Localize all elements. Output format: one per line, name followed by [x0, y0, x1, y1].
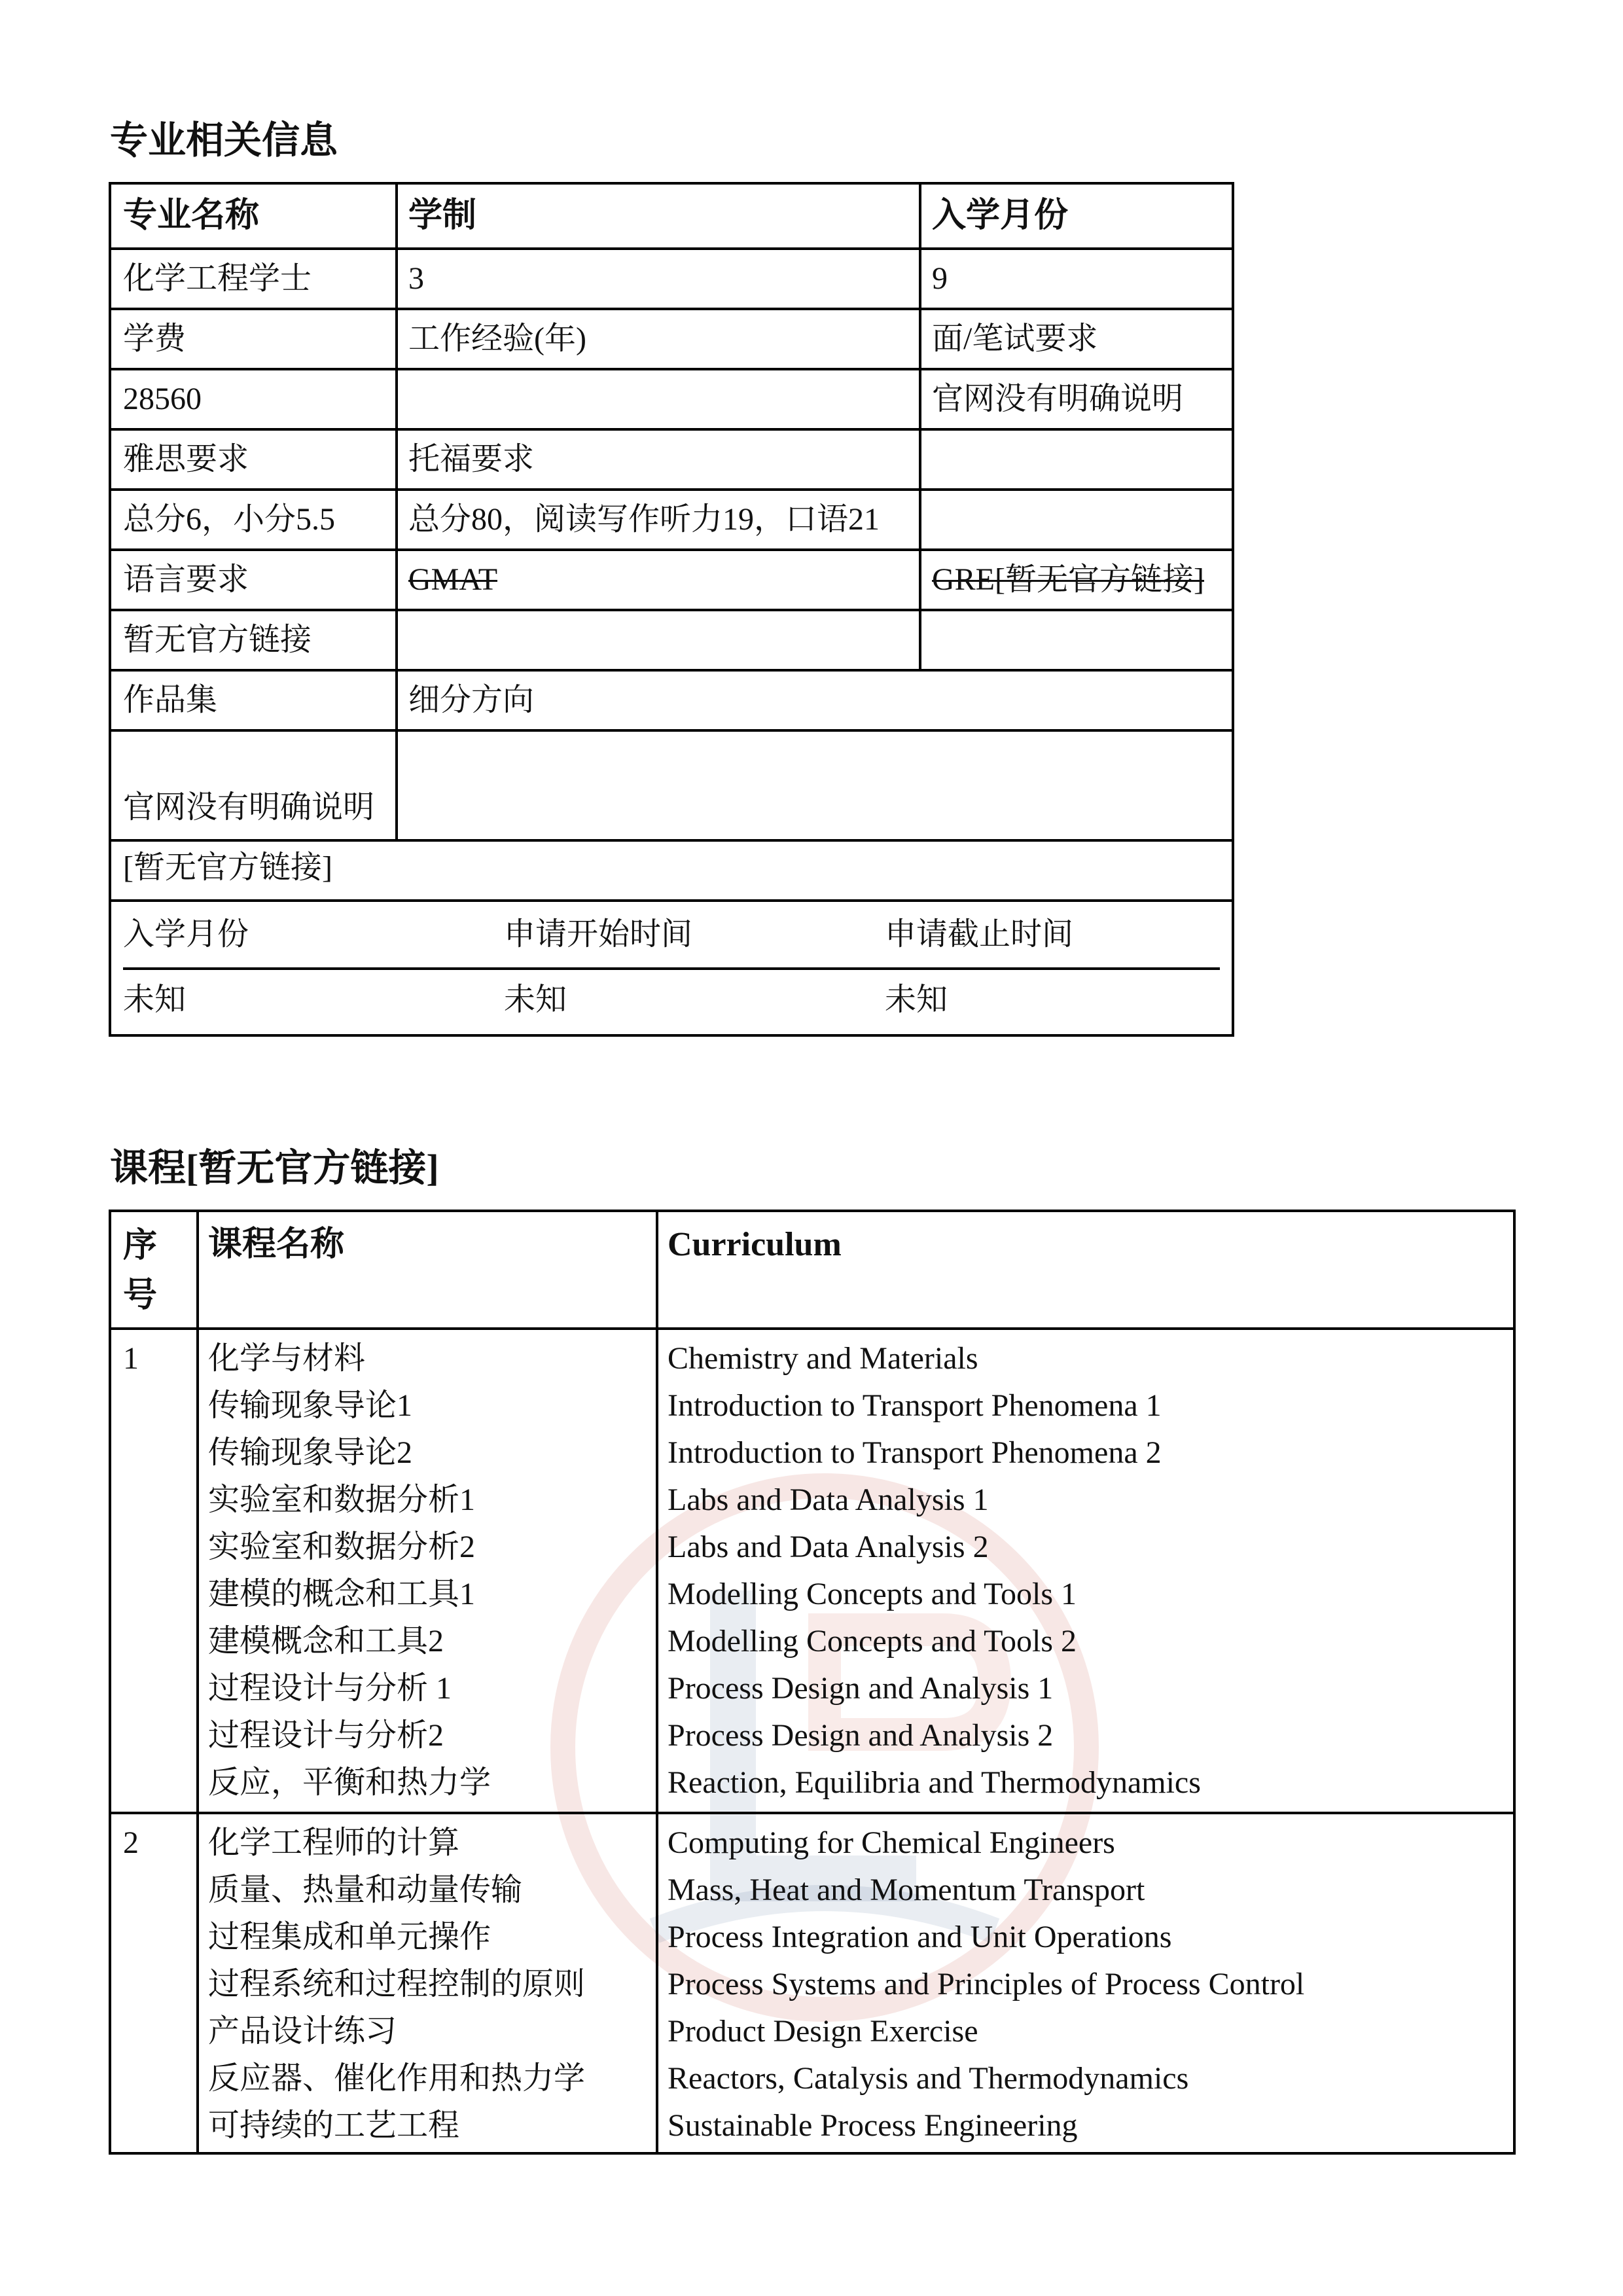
section-title-program-info: 专业相关信息 [110, 119, 338, 162]
course-name-en: Computing for Chemical Engineers [668, 1825, 1115, 1860]
course-name-cn: 建模的概念和工具1 [208, 1577, 476, 1611]
ielts-value: 总分6，小分5.5 [123, 502, 336, 537]
course-name-cn: 反应器、催化作用和热力学 [208, 2061, 586, 2096]
interview-requirement-label: 面/笔试要求 [932, 321, 1098, 356]
course-name-cn: 可持续的工艺工程 [208, 2108, 460, 2143]
toefl-value: 总分80，阅读写作听力19，口语21 [408, 502, 880, 537]
course-name-cn: 实验室和数据分析1 [208, 1482, 476, 1517]
official-link-note: [暂无官方链接] [123, 850, 332, 885]
course-name-en: Introduction to Transport Phenomena 2 [668, 1435, 1162, 1470]
dates-value-app-deadline: 未知 [885, 982, 948, 1017]
course-name-en: Labs and Data Analysis 1 [668, 1482, 989, 1517]
course-name-cn: 过程设计与分析 1 [208, 1671, 452, 1706]
interview-requirement-value: 官网没有明确说明 [932, 382, 1184, 416]
dates-header-app-deadline: 申请截止时间 [885, 917, 1074, 952]
course-name-en: Process Design and Analysis 1 [668, 1671, 1054, 1706]
course-name-en: Modelling Concepts and Tools 1 [668, 1577, 1077, 1611]
dates-header-app-open: 申请开始时间 [504, 917, 693, 952]
header-course-name: 课程名称 [208, 1226, 345, 1263]
ielts-label: 雅思要求 [123, 442, 249, 476]
year-number: 1 [123, 1341, 139, 1376]
header-duration: 学制 [408, 197, 477, 234]
toefl-label: 托福要求 [408, 442, 535, 476]
course-name-cn: 过程集成和单元操作 [208, 1920, 491, 1954]
program-name-value: 化学工程学士 [123, 261, 312, 296]
portfolio-value: 官网没有明确说明 [123, 790, 375, 825]
dates-header-intake: 入学月份 [123, 917, 249, 952]
course-name-en: Process Integration and Unit Operations [668, 1920, 1172, 1954]
course-name-en: Product Design Exercise [668, 2014, 978, 2049]
language-requirement-label: 语言要求 [123, 562, 249, 597]
course-name-en: Modelling Concepts and Tools 2 [668, 1624, 1077, 1659]
course-list-cn [208, 1335, 491, 1806]
course-name-en: Mass, Heat and Momentum Transport [668, 1873, 1145, 1907]
section-title-curriculum: 课程[暂无官方链接] [110, 1147, 439, 1189]
course-name-cn: 产品设计练习 [208, 2014, 397, 2049]
course-name-en: Process Design and Analysis 2 [668, 1718, 1054, 1753]
dates-value-intake: 未知 [123, 982, 187, 1017]
course-list-cn [208, 1820, 585, 2149]
dates-value-app-open: 未知 [504, 982, 567, 1017]
tuition-value: 28560 [123, 382, 202, 416]
course-name-en: Labs and Data Analysis 2 [668, 1530, 989, 1564]
course-list-en [668, 1335, 1201, 1806]
course-name-cn: 反应，平衡和热力学 [208, 1765, 491, 1800]
course-name-en: Introduction to Transport Phenomena 1 [668, 1388, 1162, 1423]
gre-label: GRE[暂无官方链接] [932, 562, 1204, 597]
course-name-en: Reaction, Equilibria and Thermodynamics [668, 1765, 1201, 1800]
course-name-cn: 建模概念和工具2 [208, 1624, 444, 1659]
course-name-cn: 传输现象导论2 [208, 1435, 413, 1470]
course-name-en: Reactors, Catalysis and Thermodynamics [668, 2061, 1189, 2096]
course-name-cn: 传输现象导论1 [208, 1388, 413, 1423]
header-intake-month: 入学月份 [932, 197, 1069, 234]
course-list-en [668, 1820, 1304, 2149]
specialization-label: 细分方向 [408, 683, 535, 717]
language-requirement-value: 暂无官方链接 [123, 622, 312, 657]
work-experience-label: 工作经验(年) [408, 321, 586, 356]
duration-value: 3 [408, 261, 424, 296]
portfolio-label: 作品集 [123, 683, 218, 717]
course-name-en: Process Systems and Principles of Process Control [668, 1967, 1305, 2001]
year-number: 2 [123, 1825, 139, 1860]
intake-month-value: 9 [932, 261, 948, 296]
header-program-name: 专业名称 [123, 197, 260, 234]
header-seq: 序号 [123, 1227, 158, 1314]
program-info-table [109, 182, 1234, 1037]
gmat-label: GMAT [408, 562, 498, 597]
course-name-cn: 过程系统和过程控制的原则 [208, 1967, 586, 2001]
course-name-en: Sustainable Process Engineering [668, 2108, 1078, 2143]
tuition-label: 学费 [123, 321, 187, 356]
course-name-cn: 实验室和数据分析2 [208, 1530, 476, 1564]
course-name-en: Chemistry and Materials [668, 1341, 978, 1376]
course-name-cn: 化学与材料 [208, 1341, 366, 1376]
course-name-cn: 过程设计与分析2 [208, 1718, 444, 1753]
course-name-cn: 质量、热量和动量传输 [208, 1873, 523, 1907]
header-curriculum: Curriculum [668, 1226, 842, 1263]
course-name-cn: 化学工程师的计算 [208, 1825, 460, 1860]
